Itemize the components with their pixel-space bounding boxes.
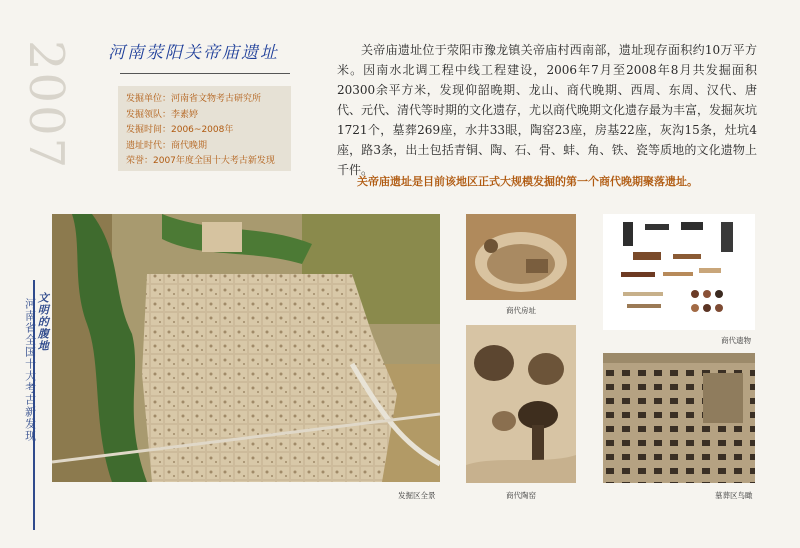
- intro-paragraph: 关帝庙遗址位于荥阳市豫龙镇关帝庙村西南部，遗址现存面积约10万平方米。因南水北调工程中线工程建设，2006年7月至2008年8月共发掘面积20300余平方米，发现仰韶晚期、龙山、商代晚期、西周、东周、汉代、唐代、元代、清代等时期的文化遗存，尤以商代晚期文化遗存最为丰富，发掘灰坑1721个，墓葬269座，水井33眼，陶窑23座，房基22座，灰沟15条，灶坑4座，路3条，出土包括青铜、陶、石、骨、蚌、角、铁、瓷等质地的文化遗物上千件。: [337, 43, 758, 177]
- series-title: 文明的腹地: [36, 292, 50, 352]
- shang-house-photo: [466, 214, 576, 300]
- shang-relics-photo: [603, 214, 755, 330]
- tomb-area-photo: [603, 353, 755, 483]
- shang-kiln-photo: [466, 325, 576, 483]
- highlight-sentence: 关帝庙遗址是目前该地区正式大规模发掘的第一个商代晚期聚落遗址。: [357, 175, 698, 188]
- main-photo-caption: 发掘区全景: [398, 491, 436, 500]
- year-watermark: 2007: [18, 40, 74, 171]
- info-row-honor: 荣誉：2007年度全国十大考古新发现: [126, 156, 275, 166]
- info-box: [118, 86, 291, 171]
- title-underline: [120, 73, 290, 74]
- info-row-time: 发掘时间：2006~2008年: [126, 125, 234, 135]
- kiln-photo-caption: 商代陶窑: [506, 491, 536, 500]
- excavation-panorama-photo: [52, 214, 440, 482]
- series-subtitle: 河南省全国十大考古新发现: [23, 298, 37, 442]
- tomb-photo-caption: 墓葬区鸟瞰: [715, 491, 753, 500]
- relics-photo-caption: 商代遗物: [721, 336, 751, 345]
- series-label: [23, 292, 48, 442]
- house-photo-caption: 商代房址: [506, 306, 536, 315]
- info-row-era: 遗址时代：商代晚期: [126, 140, 208, 151]
- info-row-leader: 发掘领队：李素婷: [126, 109, 199, 120]
- info-row-unit: 发掘单位：河南省文物考古研究所: [126, 94, 262, 104]
- page-title: 河南荥阳关帝庙遗址: [108, 43, 279, 63]
